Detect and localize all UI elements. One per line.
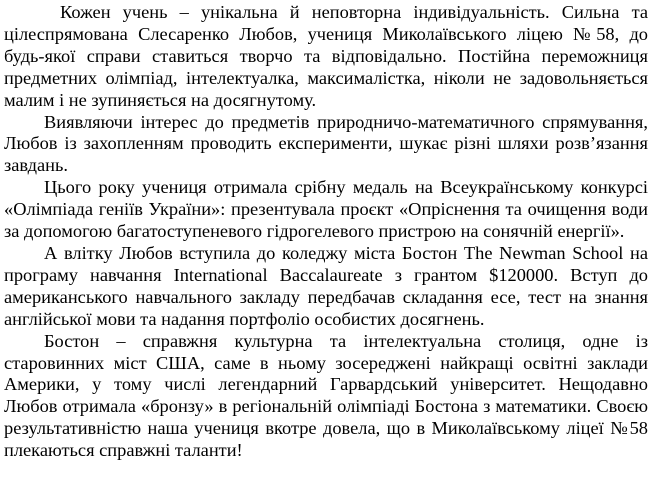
paragraph-boston-college: А влітку Любов вступила до коледжу міста Бостон The Newman School на програму навчання International Baccalaureate з грантом $120000. Вступ до американського навчального закладу передбачав складання есе, тест на знання англійської мови та надання портфоліо особистих досягнень. (4, 242, 648, 329)
paragraph-boston-city: Бостон – справжня культурна та інтелектуальна столиця, одне із старовинних міст США, саме в ньому зосереджені найкращі освітні заклади Америки, у тому числі легендарний Гарвардський університет. Нещодавно Любов отримала «бронзу» в регіональній олімпіаді Бостона з математики. Своєю результативністю наша учениця вкотре довела, що в Миколаївському ліцеї №58 плекаються справжні таланти! (4, 330, 648, 461)
document-body (4, 2, 648, 462)
paragraph-interests: Виявляючи інтерес до предметів природничо-математичного спрямування, Любов із захопленням проводить експерименти, шукає різні шляхи розв’язання завдань. (4, 111, 648, 176)
paragraph-medal: Цього року учениця отримала срібну медаль на Всеукраїнському конкурсі «Олімпіада геніїв України»: презентувала проєкт «Опріснення та очищення води за допомогою багатоступеневого гідрогелевого пристрою на сонячній енергії». (4, 177, 648, 242)
paragraph-intro: Кожен учень – унікальна й неповторна індивідуальність. Сильна та цілеспрямована Слесаренко Любов, учениця Миколаївського ліцею №58, до будь-якої справи ставиться творчо та відповідально. Постійна переможниця предметних олімпіад, інтелектуалка, максималістка, ніколи не задовольняється малим і не зупиняється на досягнутому. (4, 2, 648, 110)
